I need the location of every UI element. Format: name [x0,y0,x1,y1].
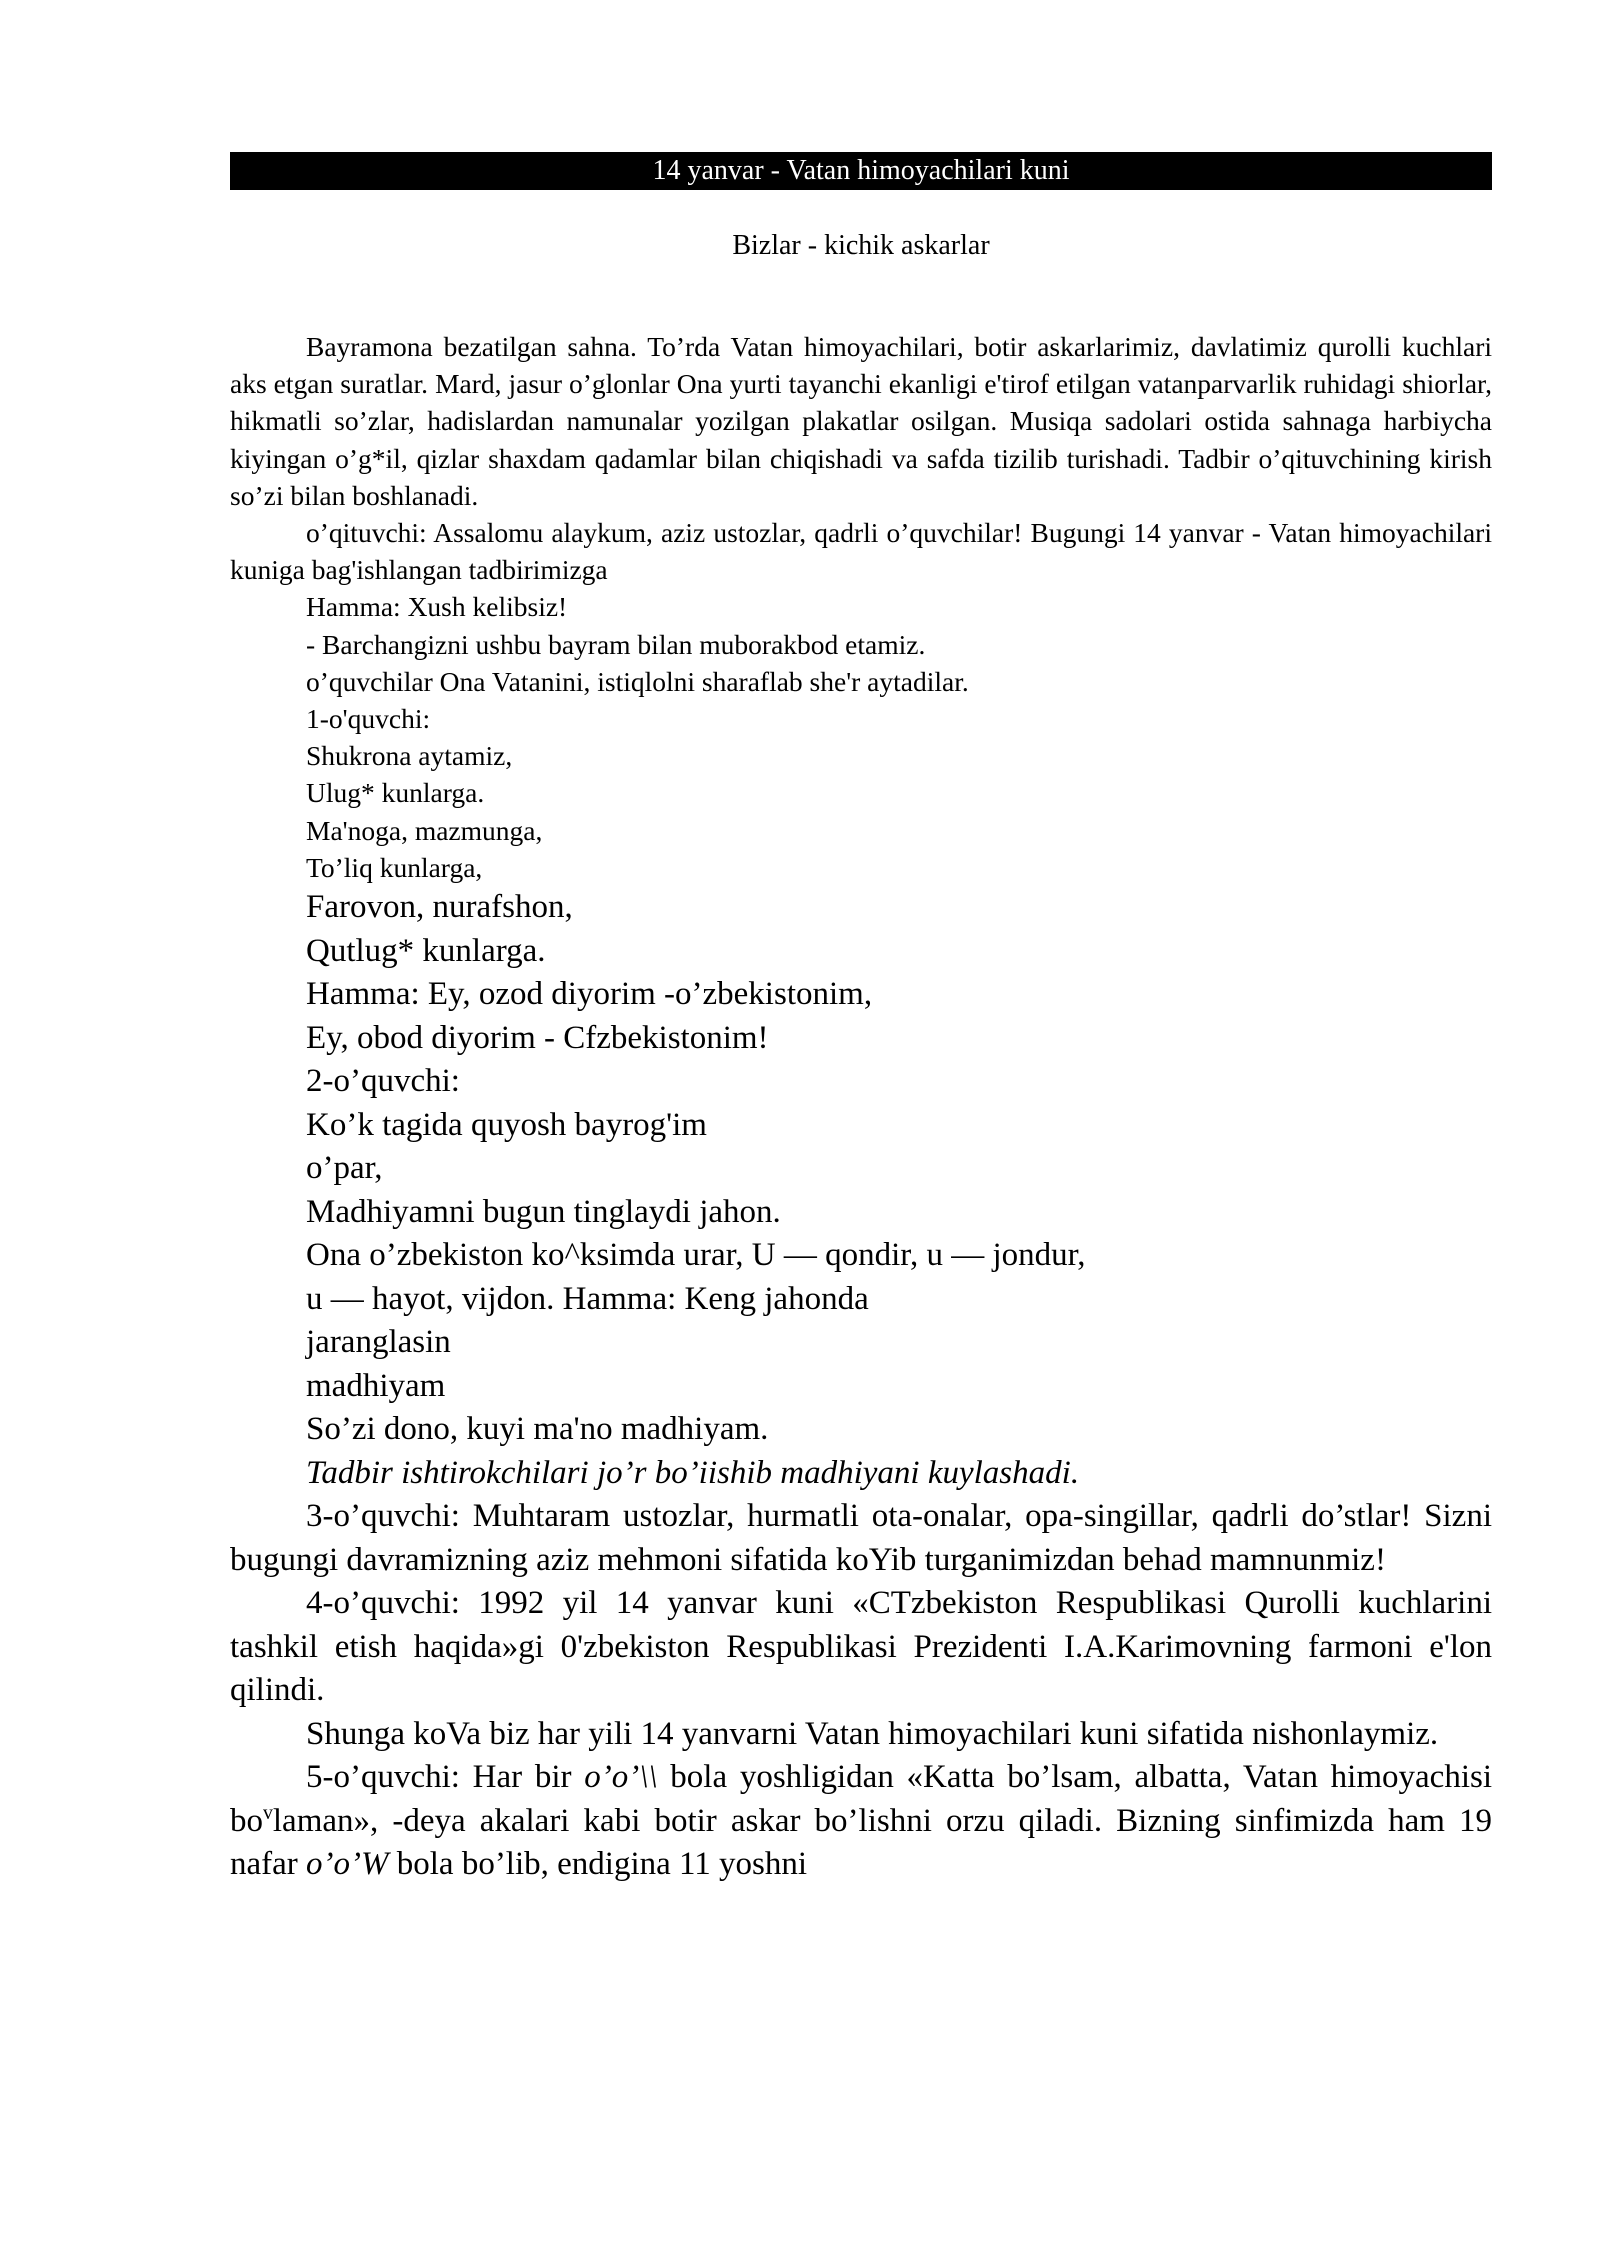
italic-run: o’o’\\ [584,1759,658,1796]
poem-line: Ona o’zbekiston ko^ksimda urar, U — qondir, u — jondur, [306,1237,1086,1274]
poem-line: madhiyam [306,1367,446,1404]
paragraph: Shunga koVa biz har yili 14 yanvarni Vatan himoyachilari kuni sifatida nishonlaymiz. [306,1715,1439,1752]
intro-section [230,328,1492,886]
italic-run: o’o’W [306,1846,389,1883]
poem-line: jaranglasin [306,1324,451,1361]
poem-line: Ulug* kunlarga. [306,777,485,809]
poem-line: So’zi dono, kuyi ma'no madhiyam. [306,1411,769,1448]
text-line: - Barchangizni ushbu bayram bilan muborakbod etamiz. [306,628,926,660]
text-run: laman», -deya akalari kabi botir askar bo’lishni orzu qiladi. Bizning sinfimizda ham 19 nafar [230,1802,1492,1883]
poem-line: Ey, obod diyorim - Cfzbekistonim! [306,1019,769,1056]
paragraph [230,1756,1492,1887]
paragraph: 3-o’quvchi: Muhtaram ustozlar, hurmatli ota-onalar, opa-singillar, qadrli do’stlar! Sizni bugungi davramizning aziz mehmoni sifatida koYib turganimizdan behad mamnunmiz! [230,1498,1492,1578]
paragraph: 4-o’quvchi: 1992 yil 14 yanvar kuni «CTzbekiston Respublikasi Qurolli kuchlarini tashkil etish haqida»gi 0'zbekiston Respublikasi Prezidenti I.A.Karimovning farmoni e'lon qilindi. [230,1585,1492,1709]
stage-direction: Tadbir ishtirokchilari jo’r bo’iishib madhiyani kuylashadi. [306,1454,1080,1491]
poem-line: Farovon, nurafshon, [306,889,573,926]
superscript-run: v [263,1801,273,1824]
poem-line: Qutlug* kunlarga. [306,932,546,969]
paragraph: o’qituvchi: Assalomu alaykum, aziz ustozlar, qadrli o’quvchilar! Bugungi 14 yanvar - Vatan himoyachilari kuniga bag'ishlangan tadbirimizga [230,517,1492,586]
poem-line: o’par, [306,1150,383,1187]
poem-line: Shukrona aytamiz, [306,740,513,772]
text-line: o’quvchilar Ona Vatanini, istiqlolni sharaflab she'r aytadilar. [306,665,969,697]
paragraph: Bayramona bezatilgan sahna. To’rda Vatan himoyachilari, botir askarlarimiz, davlatimiz qurolli kuchlari aks etgan suratlar. Mard, jasur o’glonlar Ona yurti tayanchi ekanligi e'tirof etilgan vatanparvarlik ruhidagi shiorlar, hikmatli so’zlar, hadislardan namunalar yozilgan plakatlar osilgan. Musiqa sadolari ostida sahnaga harbiycha kiyingan o’g*il, qizlar shaxdam qadamlar bilan chiqishadi va safda tizilib turishadi. Tadbir o’qituvchining kirish so’zi bilan boshlanadi. [230,331,1492,511]
text-run: 5-o’quvchi: Har bir [306,1759,585,1796]
text-line: Hamma: Xush kelibsiz! [306,591,568,623]
poem-line: Ma'noga, mazmunga, [306,814,543,846]
poem-line: To’liq kunlarga, [306,851,483,883]
document-page [230,152,1492,1887]
poem-line: Madhiyamni bugun tinglaydi jahon. [306,1193,781,1230]
page-title: 14 yanvar - Vatan himoyachilari kuni [230,152,1492,190]
poem-line: Hamma: Ey, ozod diyorim -o’zbekistonim, [306,976,873,1013]
text-line: 1-o'quvchi: [306,703,431,735]
poem-line: u — hayot, vijdon. Hamma: Keng jahonda [306,1280,869,1317]
text-run: bola yoshligidan «Katta bo’lsam, albatta, Vatan himoyachisi bo [230,1759,1492,1839]
main-section [230,886,1492,1887]
page-subtitle: Bizlar - kichik askarlar [732,230,990,261]
poem-line: 2-o’quvchi: [306,1063,460,1100]
text-run: bola bo’lib, endigina 11 yoshni [388,1846,808,1883]
poem-line: Ko’k tagida quyosh bayrog'im [306,1106,707,1143]
